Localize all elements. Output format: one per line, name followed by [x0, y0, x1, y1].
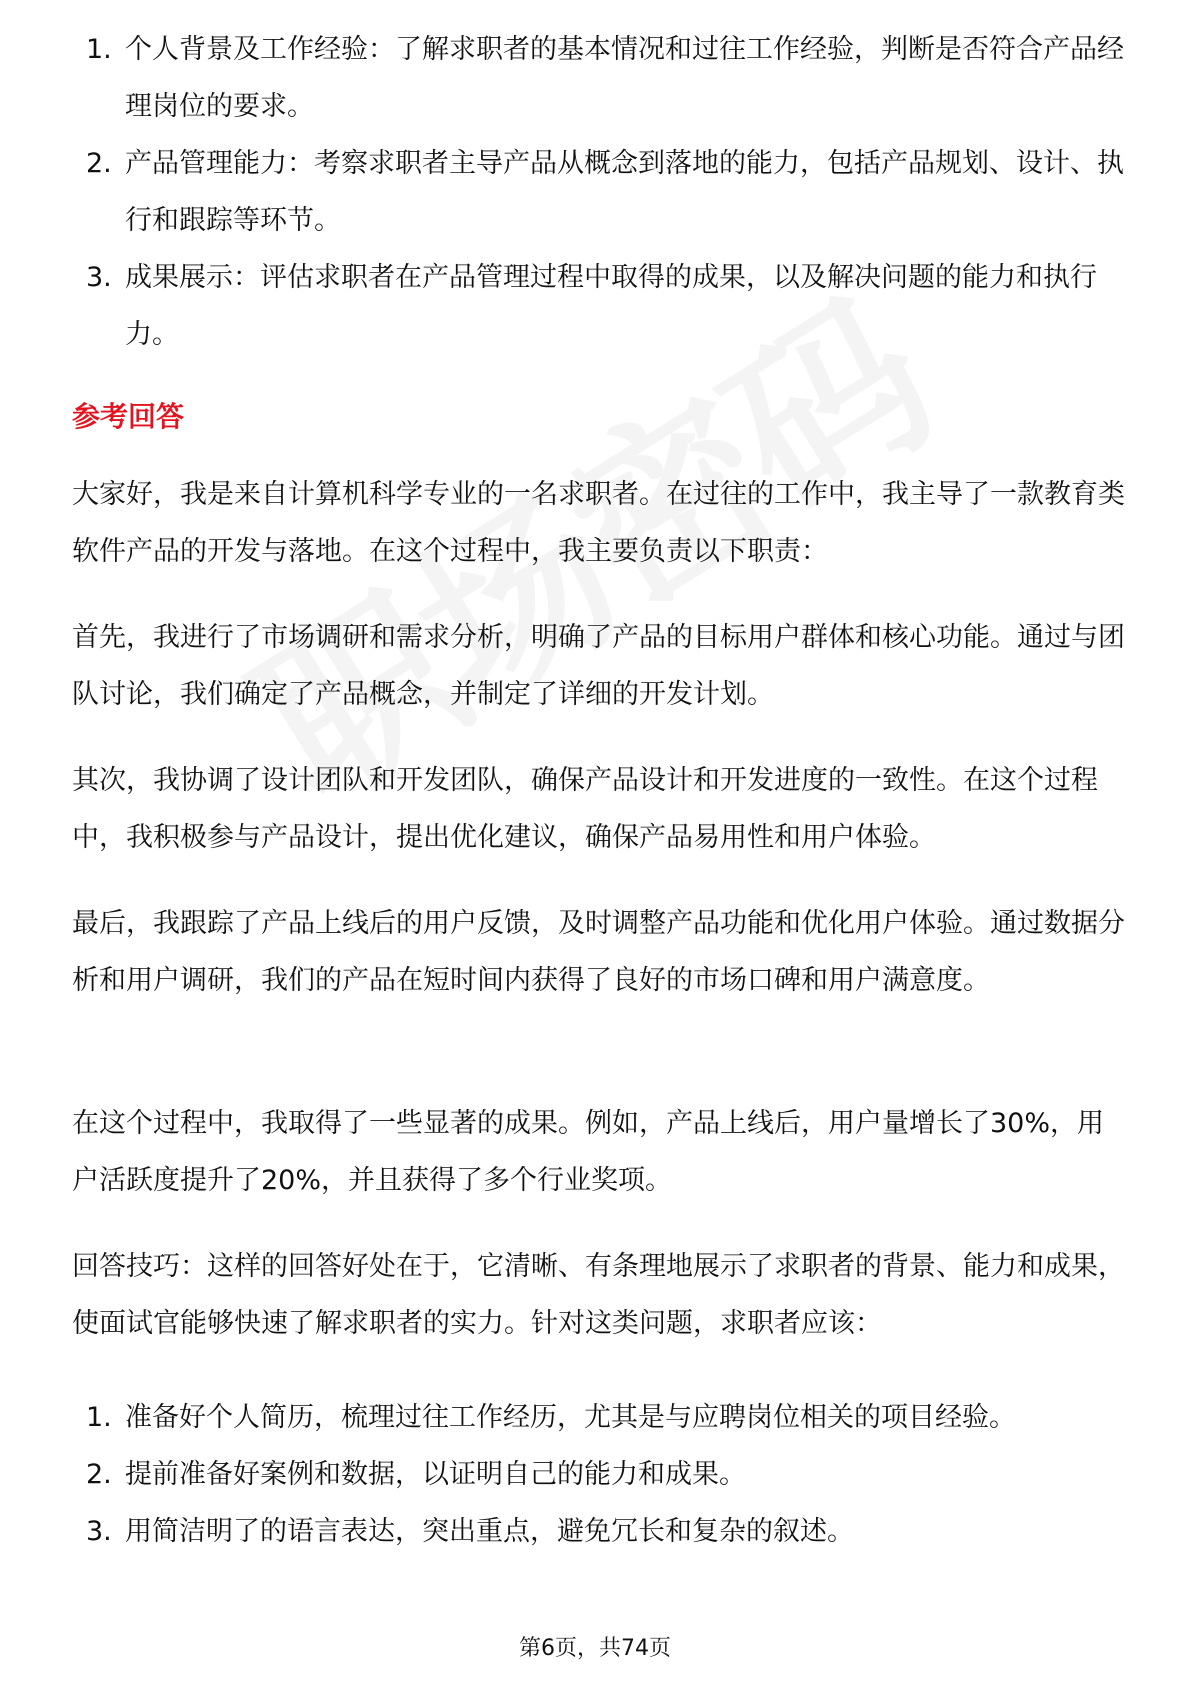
- page-number: 第6页，共74页: [519, 1636, 671, 1661]
- criteria-list: [72, 21, 1128, 363]
- list-item: [72, 135, 1128, 249]
- tips-list: [72, 1389, 1128, 1560]
- list-text: 产品管理能力：考察求职者主导产品从概念到落地的能力，包括产品规划、设计、执行和跟踪等环节。: [125, 148, 1124, 236]
- list-number: 3.: [86, 262, 112, 293]
- paragraph: 其次，我协调了设计团队和开发团队，确保产品设计和开发进度的一致性。在这个过程中，我积极参与产品设计，提出优化建议，确保产品易用性和用户体验。: [72, 765, 1098, 853]
- paragraph: 在这个过程中，我取得了一些显著的成果。例如，产品上线后，用户量增长了30%，用户活跃度提升了20%，并且获得了多个行业奖项。: [72, 1108, 1105, 1196]
- paragraph: 最后，我跟踪了产品上线后的用户反馈，及时调整产品功能和优化用户体验。通过数据分析和用户调研，我们的产品在短时间内获得了良好的市场口碑和用户满意度。: [72, 908, 1125, 996]
- list-item: [72, 249, 1128, 363]
- list-number: 2.: [86, 148, 112, 179]
- list-number: 1.: [86, 34, 112, 65]
- list-text: 个人背景及工作经验：了解求职者的基本情况和过往工作经验，判断是否符合产品经理岗位的要求。: [125, 34, 1124, 122]
- section-heading: 参考回答: [72, 400, 185, 433]
- list-text: 提前准备好案例和数据，以证明自己的能力和成果。: [125, 1459, 746, 1490]
- list-number: 2.: [86, 1459, 112, 1490]
- list-item: [72, 1503, 1128, 1560]
- list-number: 1.: [86, 1402, 112, 1433]
- list-text: 准备好个人简历，梳理过往工作经历，尤其是与应聘岗位相关的项目经验。: [125, 1402, 1016, 1433]
- paragraph: 首先，我进行了市场调研和需求分析，明确了产品的目标用户群体和核心功能。通过与团队讨论，我们确定了产品概念，并制定了详细的开发计划。: [72, 622, 1125, 710]
- list-text: 用简洁明了的语言表达，突出重点，避免冗长和复杂的叙述。: [125, 1516, 854, 1547]
- list-item: [72, 21, 1128, 135]
- list-item: [72, 1389, 1128, 1446]
- list-text: 成果展示：评估求职者在产品管理过程中取得的成果，以及解决问题的能力和执行力。: [125, 262, 1097, 350]
- list-item: [72, 1446, 1128, 1503]
- list-number: 3.: [86, 1516, 112, 1547]
- paragraph: 回答技巧：这样的回答好处在于，它清晰、有条理地展示了求职者的背景、能力和成果，使面试官能够快速了解求职者的实力。针对这类问题，求职者应该：: [72, 1251, 1125, 1339]
- paragraph: 大家好，我是来自计算机科学专业的一名求职者。在过往的工作中，我主导了一款教育类软件产品的开发与落地。在这个过程中，我主要负责以下职责：: [72, 479, 1125, 567]
